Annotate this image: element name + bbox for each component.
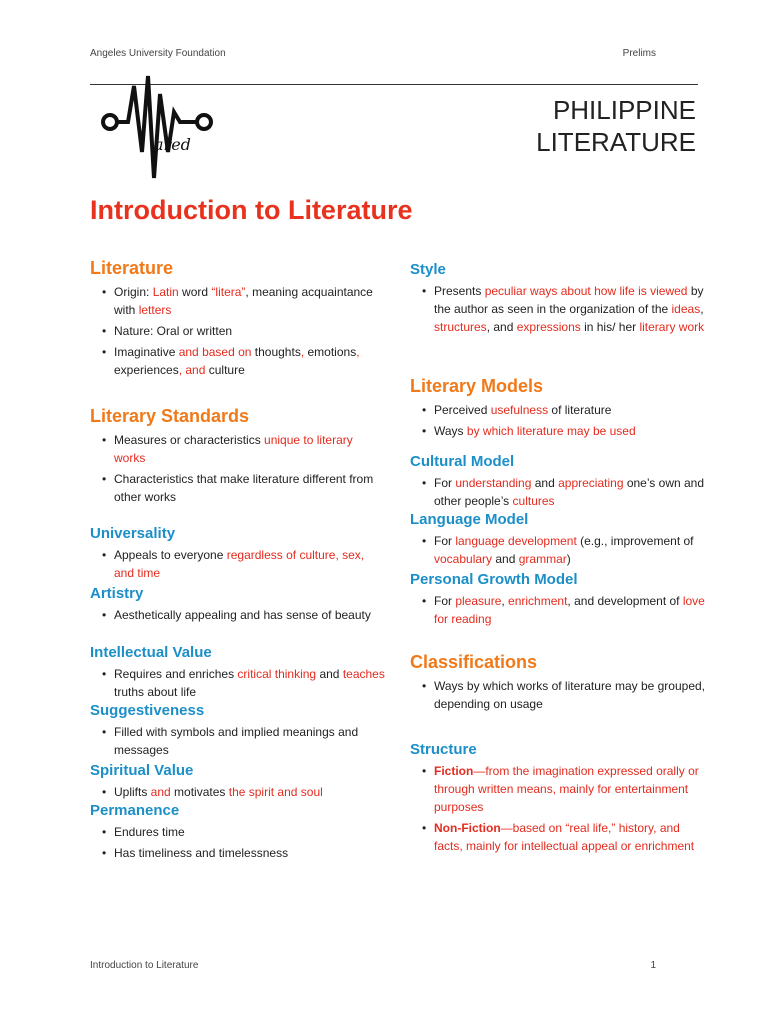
- body-text: emotions: [307, 345, 357, 359]
- highlight-text: pleasure: [455, 594, 502, 608]
- highlight-text: cultures: [512, 494, 555, 508]
- highlight-text: ,: [300, 345, 308, 359]
- header-term: Prelims: [622, 48, 656, 59]
- highlight-text: “litera”: [211, 285, 246, 299]
- body-text: , meaning acquaintance with: [114, 285, 373, 317]
- section-permanence: [90, 802, 385, 865]
- section-universality: [90, 525, 385, 585]
- highlight-text: unique to literary works: [114, 433, 353, 465]
- heading-literary-models: Literary Models: [410, 376, 544, 396]
- list-item: [410, 819, 705, 855]
- body-text: of literature: [548, 403, 612, 417]
- section-style: [410, 261, 705, 339]
- logo-script: ared: [154, 135, 191, 154]
- highlight-text: regardless of culture, sex, and time: [114, 548, 365, 580]
- list-classifications: [410, 677, 705, 713]
- heading-style: Style: [410, 261, 446, 278]
- highlight-text: understanding: [455, 476, 532, 490]
- body-text: Origin:: [114, 285, 153, 299]
- body-text: and: [316, 667, 343, 681]
- body-text: truths about life: [114, 685, 197, 699]
- heading-permanence: Permanence: [90, 802, 180, 819]
- list-universality: [90, 546, 385, 582]
- heading-universality: Universality: [90, 525, 176, 542]
- section-language-model: [410, 511, 705, 571]
- footer-title: Introduction to Literature: [90, 960, 199, 971]
- section-literary-models: [410, 376, 705, 443]
- body-text: ,: [700, 302, 704, 316]
- body-text: Imaginative: [114, 345, 176, 359]
- list-item: [90, 823, 385, 841]
- body-text: ,: [501, 594, 509, 608]
- subject-line-1: PHILIPPINE: [552, 95, 696, 125]
- highlight-text: usefulness: [490, 403, 549, 417]
- highlight-text: expressions: [516, 320, 581, 334]
- list-item: [90, 343, 385, 379]
- list-item: [90, 546, 385, 582]
- list-item: [90, 606, 385, 624]
- highlight-text: appreciating: [558, 476, 624, 490]
- highlight-text: Latin: [152, 285, 179, 299]
- body-text: , and development of: [567, 594, 683, 608]
- body-text: , and: [486, 320, 517, 334]
- highlight-text: structures: [434, 320, 487, 334]
- list-suggestiveness: [90, 723, 385, 759]
- body-text: Requires and enriches: [114, 667, 238, 681]
- body-text: in his/ her: [580, 320, 640, 334]
- body-text: thoughts: [254, 345, 301, 359]
- section-suggestiveness: [90, 702, 385, 762]
- section-literary-standards: [90, 406, 385, 509]
- heading-spiritual-value: Spiritual Value: [90, 762, 194, 779]
- list-spiritual-value: [90, 783, 385, 801]
- body-text: Perceived: [434, 403, 491, 417]
- subject-line-2: LITERATURE: [536, 127, 696, 157]
- body-text: For: [434, 476, 456, 490]
- body-text: Nature: Oral or written: [114, 324, 233, 338]
- body-text: For: [434, 534, 456, 548]
- highlight-text: ideas: [671, 302, 701, 316]
- list-cultural-model: [410, 474, 705, 510]
- highlight-text: Fiction: [434, 764, 474, 778]
- heading-language-model: Language Model: [410, 511, 529, 528]
- subject-title: [536, 94, 696, 158]
- body-text: Presents: [434, 284, 485, 298]
- body-text: culture: [208, 363, 245, 377]
- list-item: [410, 474, 705, 510]
- body-text: Characteristics that make literature different from other works: [114, 472, 374, 504]
- heading-personal-growth-model: Personal Growth Model: [410, 571, 578, 588]
- highlight-text: grammar: [518, 552, 567, 566]
- list-item: [410, 762, 705, 816]
- heading-cultural-model: Cultural Model: [410, 453, 515, 470]
- list-item: [90, 283, 385, 319]
- section-cultural-model: [410, 453, 705, 513]
- heading-intellectual-value: Intellectual Value: [90, 644, 212, 661]
- heading-literature: Literature: [90, 258, 174, 278]
- list-item: [410, 677, 705, 713]
- list-intellectual-value: [90, 665, 385, 701]
- highlight-text: —based on “real life,” history, and facts, mainly for intellectual appeal or enrichment: [434, 821, 695, 853]
- list-item: [410, 422, 705, 440]
- highlight-text: ,: [356, 345, 360, 359]
- heading-artistry: Artistry: [90, 585, 144, 602]
- body-text: Endures time: [114, 825, 185, 839]
- body-text: one’s own and other people’s: [434, 476, 705, 508]
- list-literary-standards: [90, 431, 385, 506]
- list-item: [90, 470, 385, 506]
- list-item: [90, 723, 385, 759]
- highlight-text: by which literature may be used: [463, 424, 636, 438]
- list-style: [410, 282, 705, 336]
- body-text: ): [566, 552, 571, 566]
- list-literary-models: [410, 401, 705, 440]
- highlight-text: teaches: [342, 667, 385, 681]
- header-university: Angeles University Foundation: [90, 48, 226, 59]
- body-text: Filled with symbols and implied meanings and messages: [114, 725, 359, 757]
- footer-page-number: 1: [650, 960, 656, 971]
- body-text: word: [178, 285, 212, 299]
- list-item: [90, 844, 385, 862]
- list-item: [410, 592, 705, 628]
- body-text: by the author as seen in the organization of the: [434, 284, 704, 316]
- body-text: motivates: [174, 785, 226, 799]
- list-language-model: [410, 532, 705, 568]
- section-intellectual-value: [90, 644, 385, 704]
- section-spiritual-value: [90, 762, 385, 804]
- body-text: Ways: [434, 424, 464, 438]
- list-permanence: [90, 823, 385, 862]
- body-text: Uplifts: [114, 785, 148, 799]
- section-structure: [410, 741, 705, 858]
- list-item: [90, 665, 385, 701]
- heartbeat-logo-icon: [92, 72, 222, 184]
- heading-suggestiveness: Suggestiveness: [90, 702, 205, 719]
- highlight-text: the spirit and soul: [225, 785, 323, 799]
- highlight-text: literary work: [639, 320, 705, 334]
- highlight-text: and: [147, 785, 175, 799]
- list-structure: [410, 762, 705, 855]
- logo: [92, 72, 222, 184]
- body-text: experiences: [114, 363, 179, 377]
- highlight-text: and based on: [175, 345, 255, 359]
- body-text: For: [434, 594, 456, 608]
- list-item: [410, 532, 705, 568]
- list-item: [410, 282, 705, 336]
- highlight-text: —from the imagination expressed orally or through written means, mainly for entertainment purposes: [434, 764, 699, 814]
- list-item: [90, 322, 385, 340]
- highlight-text: love for reading: [434, 594, 705, 626]
- body-text: Ways by which works of literature may be grouped, depending on usage: [434, 679, 706, 711]
- highlight-text: Non-Fiction: [434, 821, 501, 835]
- body-text: and: [531, 476, 559, 490]
- list-item: [90, 783, 385, 801]
- highlight-text: vocabulary: [434, 552, 493, 566]
- section-personal-growth-model: [410, 571, 705, 631]
- body-text: Has timeliness and timelessness: [114, 846, 289, 860]
- body-text: (e.g., improvement of: [576, 534, 694, 548]
- highlight-text: language development: [455, 534, 577, 548]
- heading-literary-standards: Literary Standards: [90, 406, 250, 426]
- section-artistry: [90, 585, 385, 627]
- highlight-text: critical thinking: [237, 667, 317, 681]
- section-literature: [90, 258, 385, 382]
- heading-classifications: Classifications: [410, 652, 538, 672]
- list-item: [90, 431, 385, 467]
- body-text: and: [492, 552, 519, 566]
- section-classifications: [410, 652, 705, 716]
- heading-structure: Structure: [410, 741, 477, 758]
- highlight-text: , and: [178, 363, 209, 377]
- list-personal-growth-model: [410, 592, 705, 628]
- highlight-text: peculiar ways about how life is viewed: [484, 284, 688, 298]
- highlight-text: letters: [138, 303, 172, 317]
- body-text: Measures or characteristics: [114, 433, 265, 447]
- list-literature: [90, 283, 385, 379]
- list-item: [410, 401, 705, 419]
- highlight-text: enrichment: [508, 594, 568, 608]
- list-artistry: [90, 606, 385, 624]
- body-text: Appeals to everyone: [114, 548, 224, 562]
- page-title: Introduction to Literature: [90, 195, 413, 225]
- body-text: Aesthetically appealing and has sense of beauty: [114, 608, 371, 622]
